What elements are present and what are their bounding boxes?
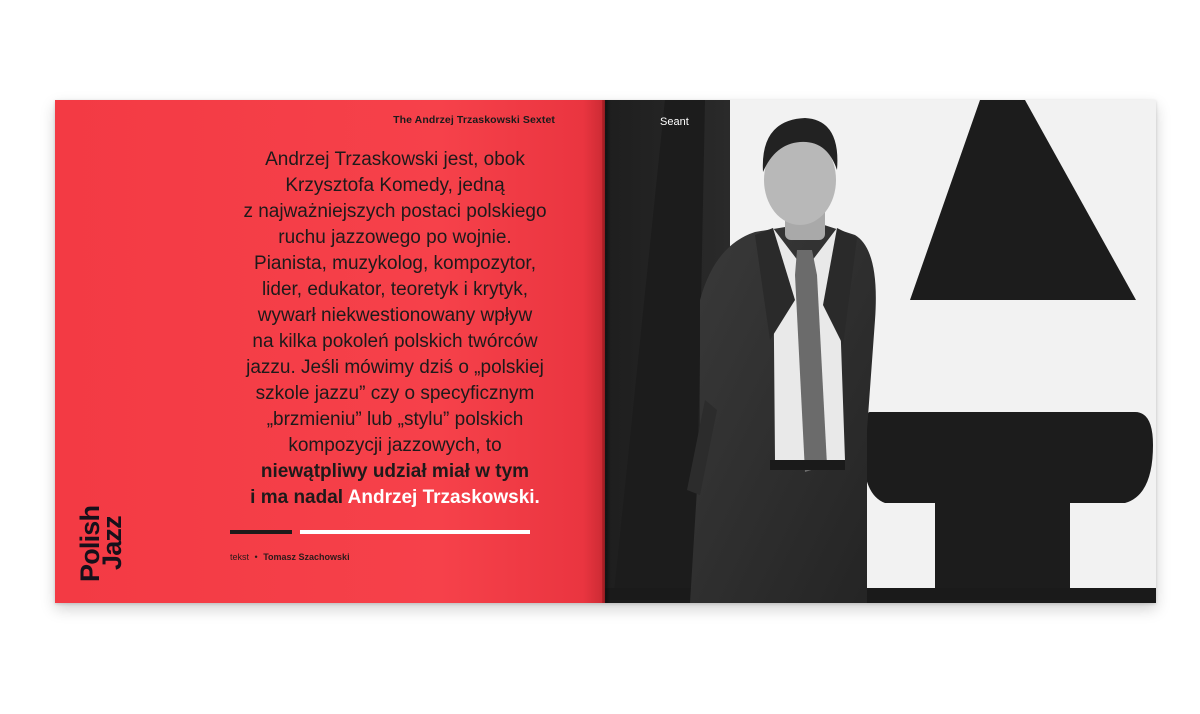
emphasis-line: niewątpliwy udział miał w tym: [260, 461, 530, 482]
divider-white: [300, 530, 530, 534]
paragraph-line: Pianista, muzykolog, kompozytor,: [254, 253, 536, 274]
paragraph-line: na kilka pokoleń polskich twórców: [252, 331, 538, 352]
polish-jazz-logo: [75, 505, 127, 582]
booklet-spread: [55, 100, 1156, 603]
paragraph-line: ruchu jazzowego po wojnie.: [278, 227, 512, 248]
logo-word-jazz: Jazz: [97, 516, 127, 570]
credit-label: tekst: [230, 552, 250, 562]
logo-word-polish: Polish: [75, 505, 105, 582]
paragraph-line: „brzmieniu” lub „stylu” polskich: [266, 409, 524, 430]
page-header-title: The Andrzej Trzaskowski Sextet: [393, 114, 555, 126]
paragraph-line: szkole jazzu” czy o specyficznym: [255, 383, 535, 404]
divider-dark: [230, 530, 292, 534]
paragraph-line: Andrzej Trzaskowski jest, obok: [265, 149, 525, 170]
portrait-photo: [605, 100, 1156, 603]
emphasis-prefix: i ma nadal: [250, 487, 348, 508]
paragraph-line: z najważniejszych postaci polskiego: [243, 201, 547, 222]
belt: [770, 460, 845, 470]
paragraph-line: Krzysztofa Komedy, jedną: [285, 175, 505, 196]
paragraph-line: jazzu. Jeśli mówimy dziś o „polskiej: [246, 357, 544, 378]
body-paragraph: [230, 147, 560, 511]
paragraph-line: kompozycji jazzowych, to: [288, 435, 502, 456]
right-page-photo: [605, 100, 1156, 603]
left-page: [55, 100, 605, 603]
paragraph-line: wywarł niekwestionowany wpływ: [257, 305, 533, 326]
credit-bullet: •: [254, 552, 258, 562]
paragraph-line: lider, edukator, teoretyk i krytyk,: [261, 279, 529, 300]
highlighted-name: Andrzej Trzaskowski.: [347, 487, 540, 508]
photo-caption: Seant: [660, 116, 689, 128]
emphasis-line-final: [230, 485, 560, 511]
floor-strip: [605, 588, 1156, 603]
credit-author: Tomasz Szachowski: [263, 552, 350, 562]
author-credit: [230, 552, 350, 562]
book-spine: [602, 100, 610, 603]
